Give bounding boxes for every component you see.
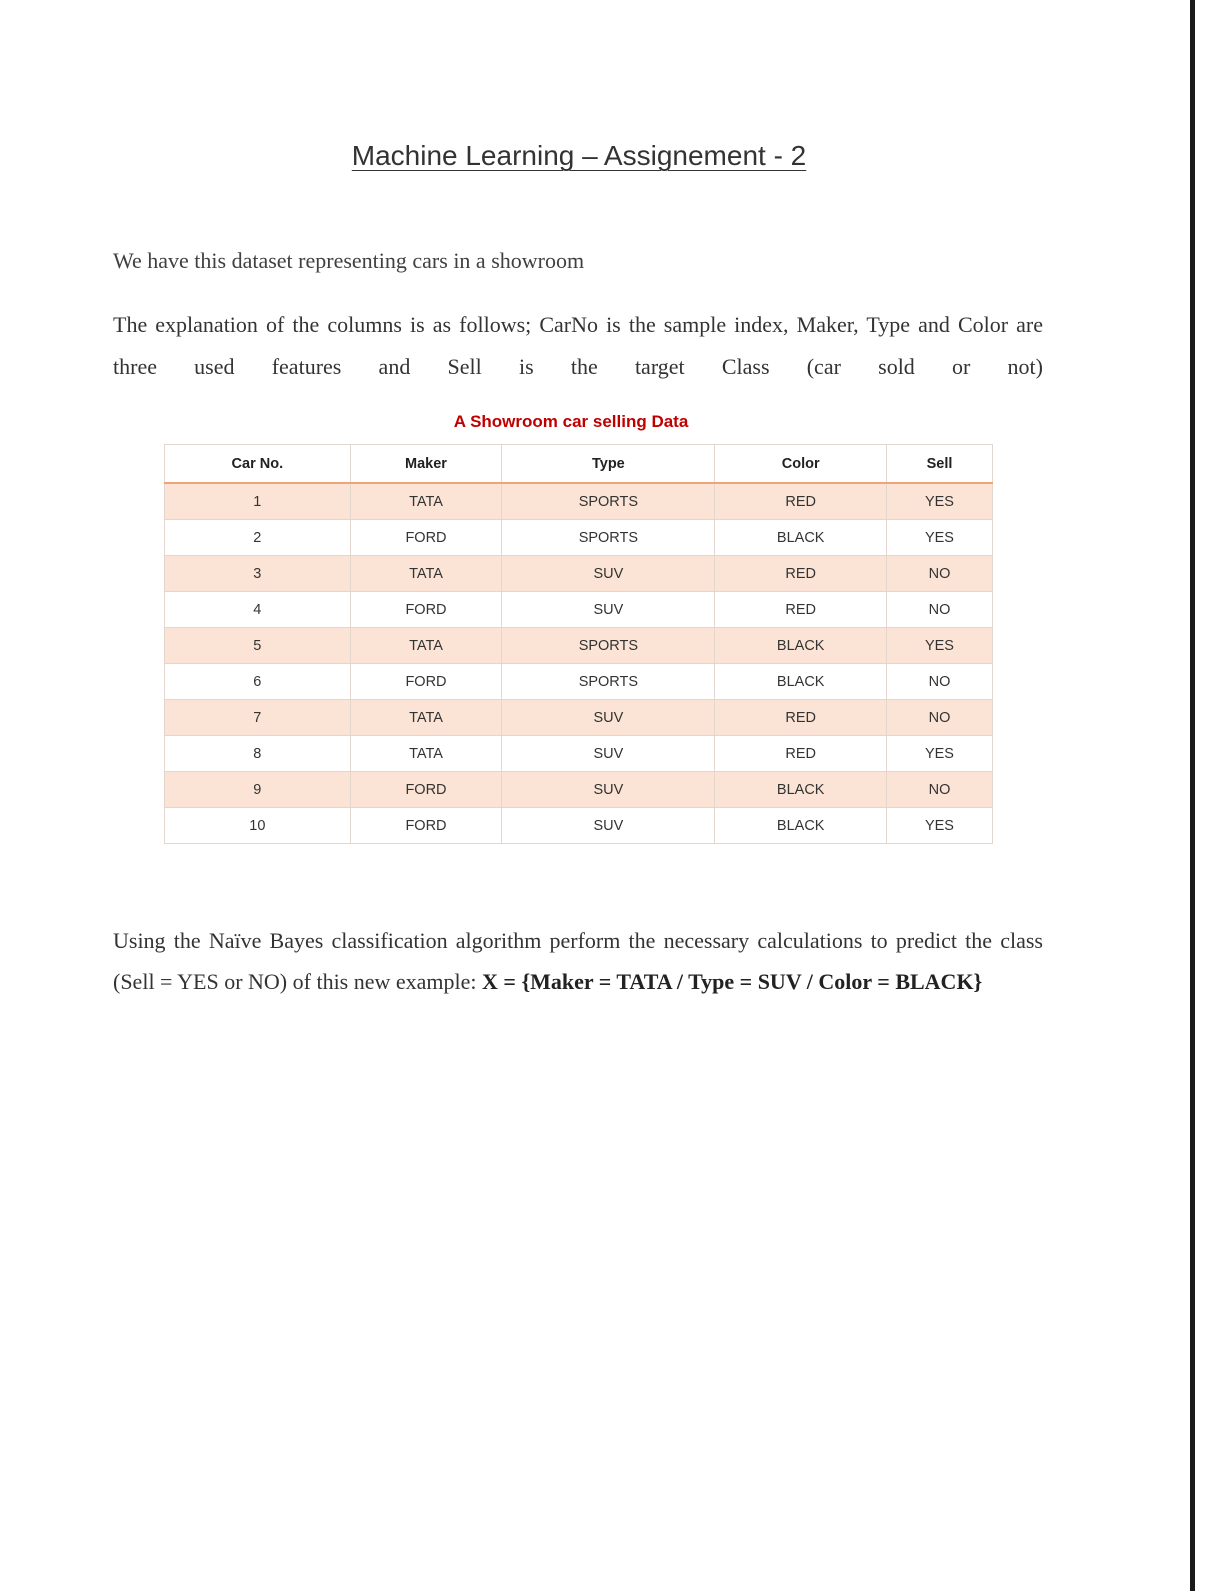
cell-car-no: 8 [165, 736, 351, 772]
cell-color: RED [715, 736, 887, 772]
cell-car-no: 7 [165, 700, 351, 736]
cell-color: BLACK [715, 772, 887, 808]
cell-sell: NO [886, 700, 992, 736]
cell-color: RED [715, 592, 887, 628]
cell-maker: FORD [350, 520, 502, 556]
cell-type: SUV [502, 772, 715, 808]
cell-color: BLACK [715, 664, 887, 700]
table-row [165, 736, 993, 772]
cell-sell: NO [886, 556, 992, 592]
table-row [165, 520, 993, 556]
cell-type: SPORTS [502, 520, 715, 556]
cell-color: RED [715, 483, 887, 520]
table-row [165, 556, 993, 592]
header-color: Color [715, 445, 887, 484]
cell-color: BLACK [715, 520, 887, 556]
header-sell: Sell [886, 445, 992, 484]
table-row [165, 628, 993, 664]
cell-sell: YES [886, 628, 992, 664]
intro-paragraph: We have this dataset representing cars in a showroom [113, 248, 585, 273]
cell-car-no: 3 [165, 556, 351, 592]
cell-maker: FORD [350, 772, 502, 808]
cell-maker: FORD [350, 664, 502, 700]
cell-car-no: 5 [165, 628, 351, 664]
cell-car-no: 4 [165, 592, 351, 628]
table-row [165, 592, 993, 628]
cell-type: SUV [502, 556, 715, 592]
cell-sell: YES [886, 808, 992, 844]
table-body [165, 483, 993, 844]
cell-sell: NO [886, 592, 992, 628]
cell-sell: NO [886, 772, 992, 808]
table-row [165, 808, 993, 844]
explanation-paragraph: The explanation of the columns is as follows; CarNo is the sample index, Maker, Type and Color are three used features and Sell is the target Class (car sold or not) [113, 312, 1043, 379]
cell-color: RED [715, 700, 887, 736]
question-text: Using the Naïve Bayes classification algorithm perform the necessary calculations to predict the class (Sell = YES or NO) of this new example: [113, 928, 1043, 994]
table-row [165, 700, 993, 736]
car-data-table [164, 444, 993, 844]
cell-color: BLACK [715, 628, 887, 664]
table-row [165, 664, 993, 700]
cell-sell: YES [886, 520, 992, 556]
cell-type: SUV [502, 736, 715, 772]
table-row [165, 483, 993, 520]
cell-car-no: 6 [165, 664, 351, 700]
cell-maker: FORD [350, 808, 502, 844]
cell-car-no: 1 [165, 483, 351, 520]
cell-maker: TATA [350, 483, 502, 520]
cell-maker: FORD [350, 592, 502, 628]
header-type: Type [502, 445, 715, 484]
page-title: Machine Learning – Assignement - 2 [351, 140, 807, 171]
cell-sell: YES [886, 483, 992, 520]
header-car-no: Car No. [165, 445, 351, 484]
cell-type: SUV [502, 592, 715, 628]
cell-type: SPORTS [502, 664, 715, 700]
question-paragraph [113, 920, 1043, 1002]
cell-color: BLACK [715, 808, 887, 844]
cell-type: SUV [502, 808, 715, 844]
table-header-row [165, 445, 993, 484]
cell-car-no: 10 [165, 808, 351, 844]
cell-maker: TATA [350, 700, 502, 736]
cell-color: RED [715, 556, 887, 592]
cell-type: SPORTS [502, 483, 715, 520]
table-caption: A Showroom car selling Data [453, 412, 689, 431]
header-maker: Maker [350, 445, 502, 484]
cell-sell: NO [886, 664, 992, 700]
page-edge-divider [1190, 0, 1195, 1591]
cell-sell: YES [886, 736, 992, 772]
cell-car-no: 9 [165, 772, 351, 808]
table-row [165, 772, 993, 808]
cell-maker: TATA [350, 736, 502, 772]
cell-type: SPORTS [502, 628, 715, 664]
cell-car-no: 2 [165, 520, 351, 556]
cell-maker: TATA [350, 556, 502, 592]
cell-maker: TATA [350, 628, 502, 664]
cell-type: SUV [502, 700, 715, 736]
question-example: X = {Maker = TATA / Type = SUV / Color = BLACK} [482, 969, 983, 994]
